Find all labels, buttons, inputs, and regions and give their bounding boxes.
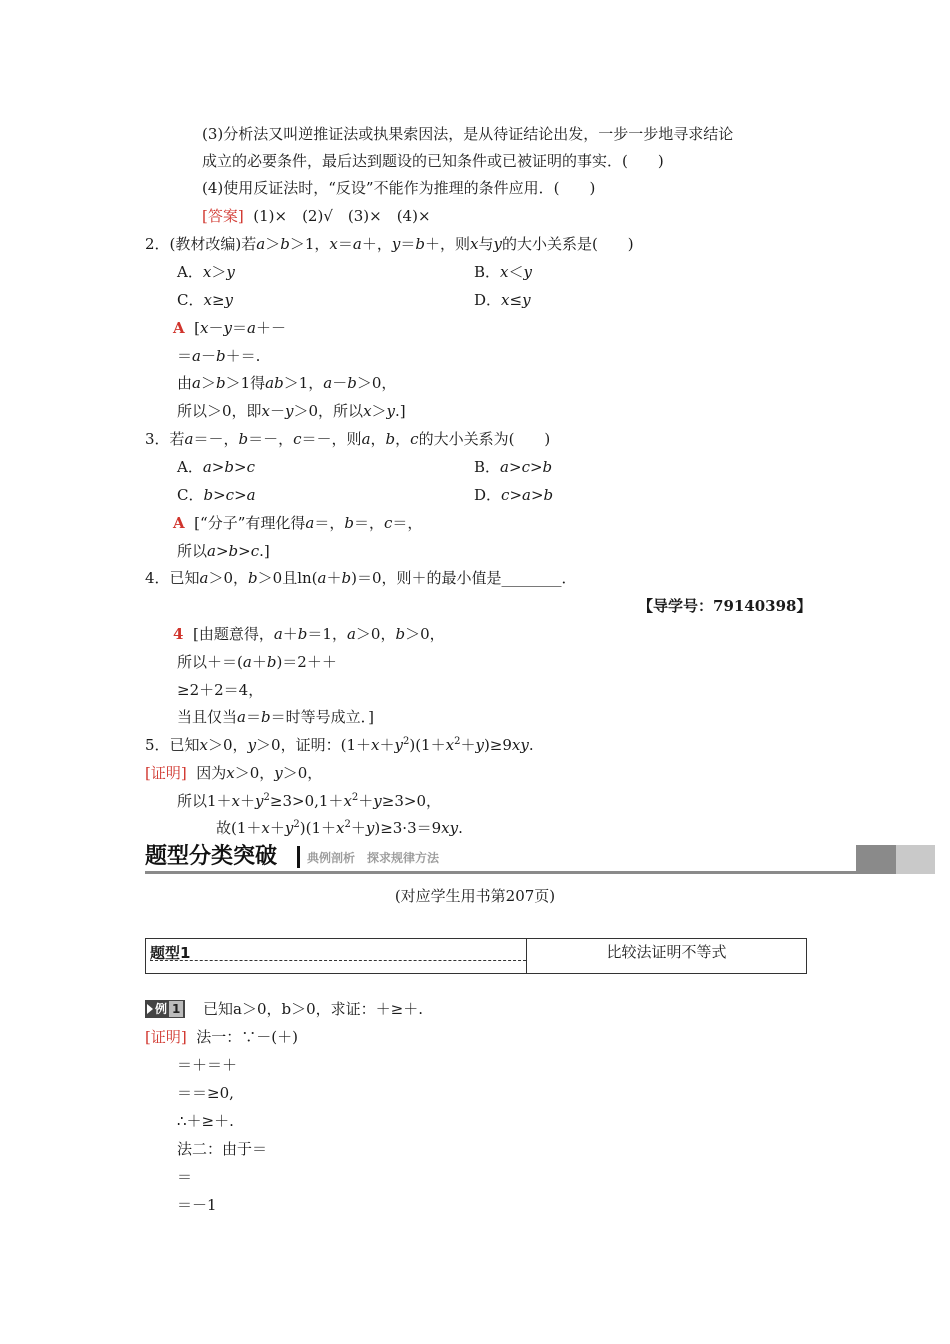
answer-tag: [答案] <box>202 207 244 225</box>
section-divider <box>297 846 300 868</box>
example-question: 已知a＞0，b＞0，求证：＋≥＋. <box>203 1000 423 1018</box>
example-proof-7: ＝－1 <box>177 1196 217 1214</box>
q2-option-d: D．x≤y <box>474 291 531 309</box>
example-proof-5: 法二：由于＝ <box>177 1140 268 1158</box>
q2-option-c: C．x≥y <box>177 291 234 309</box>
example-proof-1: [证明] 法一：∵－(＋) <box>145 1028 298 1046</box>
q3-option-a: A．a>b>c <box>177 458 255 476</box>
guide-number: 【导学号：79140398】 <box>638 597 812 615</box>
type-box <box>145 938 807 974</box>
section-decor-dark <box>856 845 896 874</box>
type-title: 比较法证明不等式 <box>606 943 727 961</box>
question-5: 5．已知x＞0，y＞0，证明：$(1+x+y^2)(1+x^2+y)\ge 9xy$. <box>145 736 534 754</box>
q3-option-d: D．c>a>b <box>474 486 554 504</box>
example-tag: 例 1 <box>145 1000 185 1018</box>
section-header <box>145 842 935 874</box>
question-3: 3．若a＝－，b＝－，c＝－，则a，b，c的大小关系为( ) <box>145 430 551 448</box>
triangle-icon <box>147 1004 153 1014</box>
item-3-line-2: 成立的必要条件，最后达到题设的已知条件或已被证明的事实．( ) <box>202 152 664 170</box>
section-subtitle: 典例剖析 探求规律方法 <box>307 851 440 865</box>
q4-solution-3: ≥2＋2＝4， <box>177 681 264 699</box>
q5-proof-2: 所以$1+x+y^2\ge 3>0,1+x^2+y\ge 3>0$， <box>177 792 442 810</box>
example-proof-4: ∴＋≥＋. <box>177 1112 234 1130</box>
q3-option-b: B．a>c>b <box>474 458 553 476</box>
example-proof-3: ＝＝≥0, <box>177 1084 234 1102</box>
item-4: (4)使用反证法时，“反设”不能作为推理的条件应用．( ) <box>202 179 596 197</box>
q2-solution-1: A [x－y＝a＋－ <box>173 319 286 337</box>
q5-proof-1: [证明] 因为x＞0，y＞0， <box>145 764 323 782</box>
q4-solution-2: 所以＋＝(a＋b)＝2＋＋ <box>177 653 337 671</box>
q3-option-c: C．b>c>a <box>177 486 256 504</box>
section-decor-light <box>896 845 935 874</box>
example-proof-2: ＝＋＝＋ <box>177 1056 238 1074</box>
answer-text: (1)× (2)√ (3)× (4)× <box>253 207 431 225</box>
q3-solution-2: 所以a>b>c.] <box>177 542 270 560</box>
q2-option-a: A．x＞y <box>177 263 235 281</box>
type-label: 题型1 <box>150 944 191 962</box>
section-title: 题型分类突破 <box>145 844 278 869</box>
q4-solution-4: 当且仅当a＝b＝时等号成立．] <box>177 708 374 726</box>
question-2: 2．(教材改编)若a＞b＞1，x＝a＋，y＝b＋，则x与y的大小关系是( ) <box>145 235 634 253</box>
example-proof-6: ＝ <box>177 1168 193 1186</box>
answer-row <box>202 206 431 226</box>
type-dash-line <box>150 960 526 961</box>
q4-solution-1: 4 [由题意得，a＋b＝1，a＞0，b＞0， <box>173 625 445 643</box>
q2-option-b: B．x＜y <box>474 263 532 281</box>
q2-solution-2: ＝a－b＋＝. <box>177 347 261 365</box>
q3-solution-1: A [“分子”有理化得a＝，b＝，c＝， <box>173 514 423 532</box>
q5-proof-3: 故$(1+x+y^2)(1+x^2+y)\ge 3\cdot 3=9xy$. <box>216 819 463 837</box>
section-rule <box>145 871 856 874</box>
item-3-line-1: (3)分析法又叫逆推证法或执果索因法，是从待证结论出发，一步一步地寻求结论 <box>202 125 734 143</box>
page-reference: (对应学生用书第207页) <box>394 887 556 905</box>
q2-solution-3: 由a＞b＞1得ab＞1，a－b＞0， <box>177 374 397 392</box>
question-4: 4．已知a＞0，b＞0且ln(a＋b)＝0，则＋的最小值是________． <box>145 569 577 587</box>
q2-solution-4: 所以＞0，即x－y＞0，所以x＞y.] <box>177 402 406 420</box>
